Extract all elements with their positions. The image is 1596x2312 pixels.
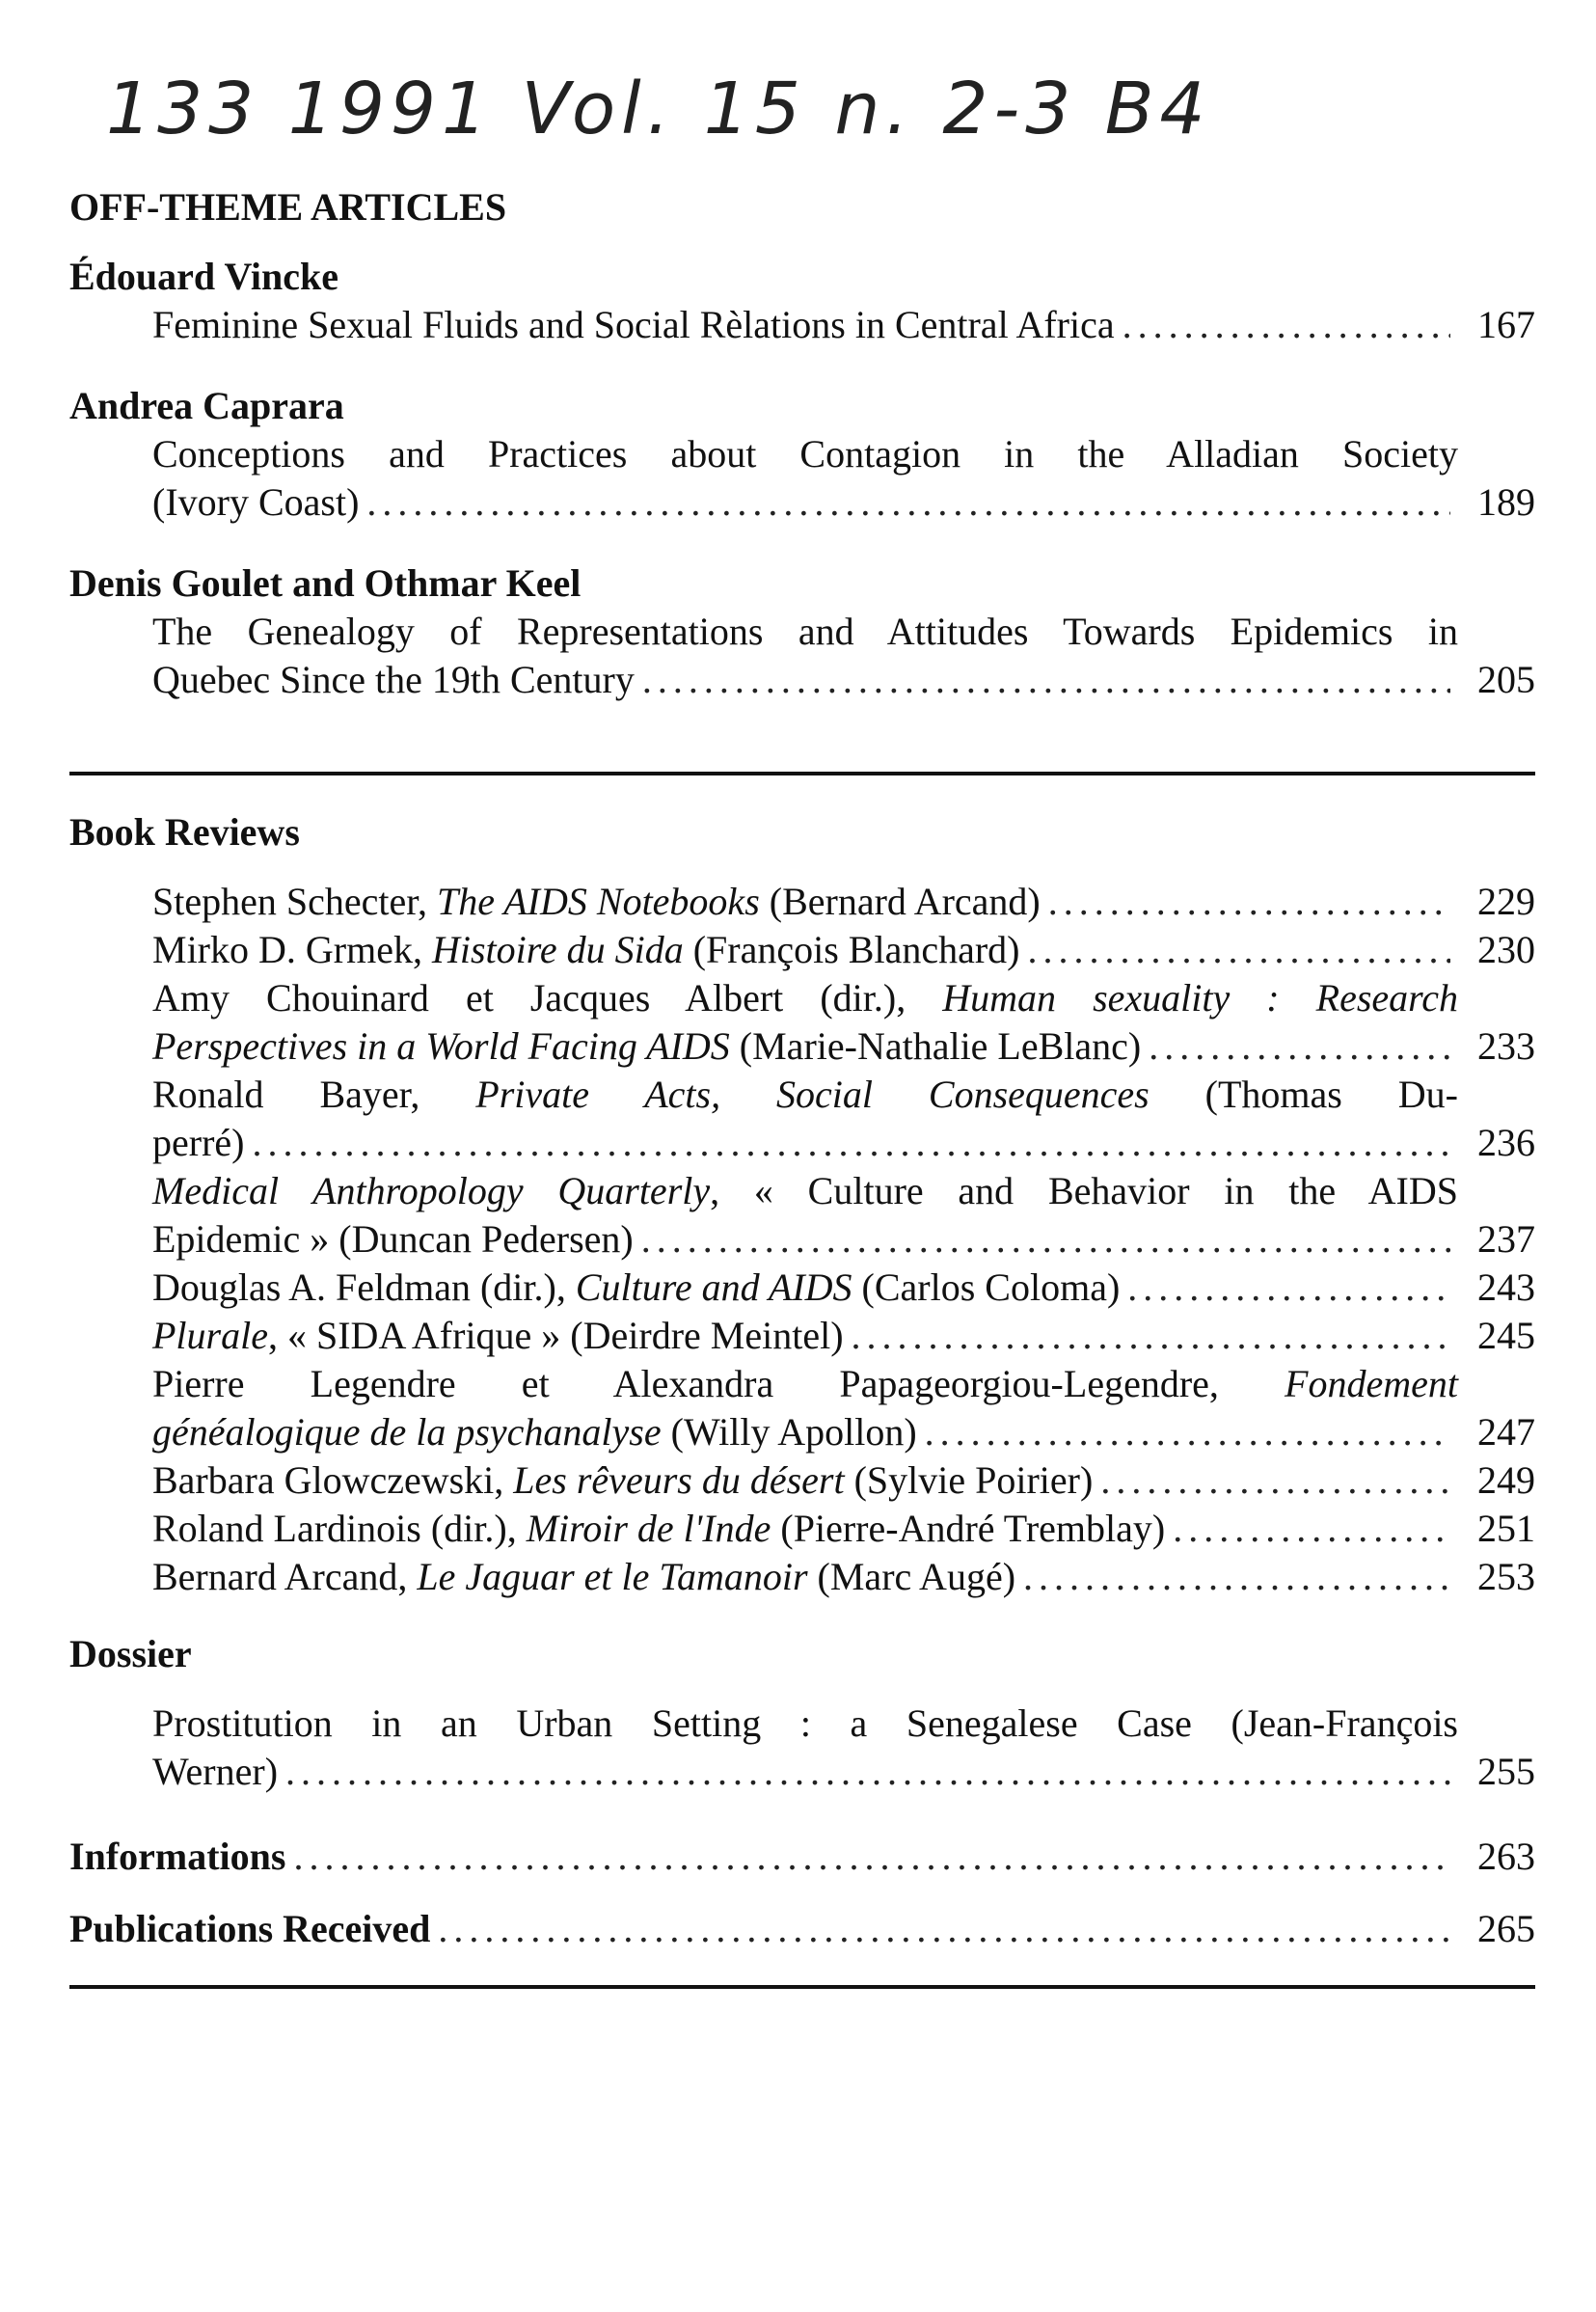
dot-leader [293,1833,1450,1881]
page-number: 249 [1477,1458,1535,1502]
review-entry: Roland Lardinois (dir.), Miroir de l'Inde (Pierre-André Tremblay) ..... 251 [69,1505,1535,1553]
dossier-entry: Prostitution in an Urban Setting : a Senegalese Case (Jean-François Werner) ..... 255 [69,1700,1535,1796]
dot-leader [1100,1456,1450,1505]
book-reviews-heading: Book Reviews [69,810,300,854]
dot-leader [1123,301,1450,349]
article-entry [69,382,1535,527]
review-entry: Ronald Bayer, Private Acts, Social Consequences (Thomas Du- perré) ..... 236 [69,1071,1535,1167]
article-title-line: The Genealogy of Representations and Attitudes Towards Epidemics in [152,610,1458,653]
informations-label: Informations [69,1835,286,1878]
page-number: 230 [1477,928,1535,971]
page-number: 236 [1477,1121,1535,1164]
book-title: Human sexuality : Research [942,976,1458,1020]
informations-entry [69,1833,1535,1881]
article-title-line: (Ivory Coast) [152,480,360,524]
page-number: 237 [1477,1217,1535,1261]
book-title: Private Acts, Social Consequences [475,1073,1150,1116]
book-title: généalogique de la psychanalyse [152,1410,662,1454]
dossier-heading: Dossier [69,1632,192,1675]
review-entry: Douglas A. Feldman (dir.), Culture and AIDS (Carlos Coloma) ..... 243 [69,1264,1535,1312]
dot-leader [852,1312,1450,1360]
journal-title: Plurale [152,1314,268,1357]
dot-leader [1028,926,1451,974]
page-number: 251 [1477,1507,1535,1550]
page-number: 253 [1477,1555,1535,1598]
section-divider [69,772,1535,775]
dot-leader [1149,1022,1450,1071]
dot-leader [438,1905,1450,1953]
off-theme-heading: OFF-THEME ARTICLES [69,185,507,229]
handwritten-note: 133 1991 Vol. 15 n. 2-3 B4 [106,68,1211,150]
page-number: 189 [1477,480,1535,524]
dot-leader [1048,878,1450,926]
book-title: Miroir de l'Inde [526,1507,771,1550]
book-title: Les rêveurs du désert [513,1458,845,1502]
dot-leader [252,1119,1450,1167]
journal-title: Medical Anthropology Quarterly [152,1169,711,1212]
book-reviews-section [69,808,1535,1601]
review-entry: Mirko D. Grmek, Histoire du Sida (François Blanchard) ..... 230 [69,926,1535,974]
page-number: 233 [1477,1024,1535,1068]
off-theme-section [69,183,1535,704]
page-number: 245 [1477,1314,1535,1357]
review-entry: Medical Anthropology Quarterly, « Culture and Behavior in the AIDS Epidemic » (Duncan Pedersen) ..... 237 [69,1167,1535,1264]
dot-leader [366,478,1450,527]
book-title: The AIDS Notebooks [436,880,760,923]
review-entry: Amy Chouinard et Jacques Albert (dir.), Human sexuality : Research Perspectives in a World Facing AIDS (Marie-Nathalie LeBlanc) ..... 233 [69,974,1535,1071]
article-author: Andrea Caprara [69,384,344,427]
page-number: 255 [1477,1750,1535,1793]
publications-label: Publications Received [69,1907,431,1950]
review-entry: Barbara Glowczewski, Les rêveurs du désert (Sylvie Poirier) ..... 249 [69,1456,1535,1505]
page-number: 247 [1477,1410,1535,1454]
book-title: Histoire du Sida [431,928,684,971]
article-title-line: Quebec Since the 19th Century [152,658,635,701]
article-entry [69,253,1535,349]
dossier-section [69,1630,1535,1796]
page-number: 167 [1477,303,1535,346]
dot-leader [1127,1264,1450,1312]
article-author: Édouard Vincke [69,255,338,298]
page-number: 265 [1477,1907,1535,1950]
book-title: Culture and AIDS [575,1265,852,1309]
review-entry: Stephen Schecter, The AIDS Notebooks (Bernard Arcand) ..... 229 [69,878,1535,926]
dot-leader [925,1408,1450,1456]
dot-leader [642,656,1450,704]
article-title-line: Feminine Sexual Fluids and Social Rèlations in Central Africa [152,303,1115,346]
book-title: Fondement [1285,1362,1458,1405]
dot-leader [1173,1505,1450,1553]
page-number: 229 [1477,880,1535,923]
publications-entry [69,1905,1535,1953]
article-entry [69,559,1535,704]
article-title-line: Conceptions and Practices about Contagion in the Alladian Society [152,432,1458,476]
page-number: 205 [1477,658,1535,701]
article-author: Denis Goulet and Othmar Keel [69,561,582,605]
dot-leader [285,1748,1450,1796]
page-number: 243 [1477,1265,1535,1309]
dot-leader [641,1215,1450,1264]
book-title: Perspectives in a World Facing AIDS [152,1024,730,1068]
page-number: 263 [1477,1835,1535,1878]
review-entry: Plurale, « SIDA Afrique » (Deirdre Meintel) ..... 245 [69,1312,1535,1360]
book-title: Le Jaguar et le Tamanoir [417,1555,808,1598]
review-entry: Bernard Arcand, Le Jaguar et le Tamanoir (Marc Augé) ..... 253 [69,1553,1535,1601]
section-divider [69,1985,1535,1989]
dot-leader [1023,1553,1450,1601]
review-entry: Pierre Legendre et Alexandra Papageorgiou-Legendre, Fondement généalogique de la psychanalyse (Willy Apollon) ..... 247 [69,1360,1535,1456]
